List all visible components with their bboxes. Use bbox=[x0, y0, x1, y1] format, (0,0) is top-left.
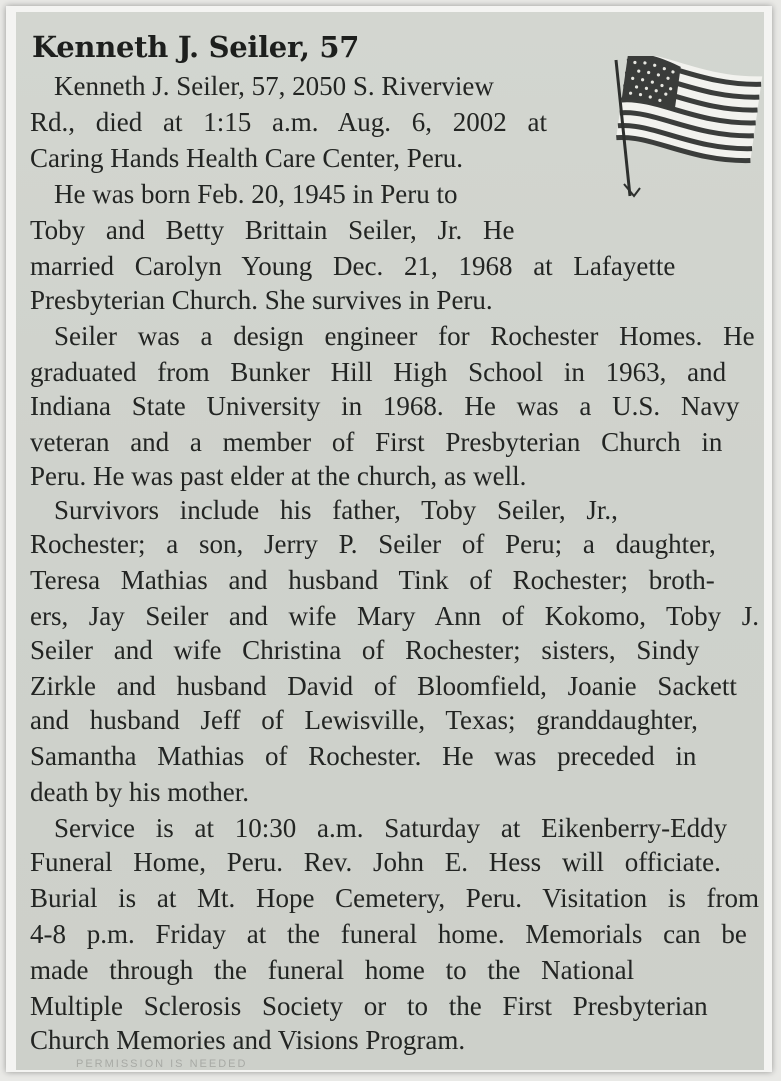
newspaper-clipping bbox=[16, 12, 764, 1070]
obituary-line: made through the funeral home to the National bbox=[30, 955, 635, 985]
obituary-line: graduated from Bunker Hill High School in 1963, and bbox=[30, 357, 727, 387]
obituary-line: He was born Feb. 20, 1945 in Peru to bbox=[54, 179, 458, 209]
watermark: PERMISSION IS NEEDED bbox=[76, 1058, 248, 1070]
obituary-line: 4-8 p.m. Friday at the funeral home. Memorials can be bbox=[30, 919, 747, 949]
obituary-line: Burial is at Mt. Hope Cemetery, Peru. Visitation is from bbox=[30, 883, 759, 913]
obituary-line: married Carolyn Young Dec. 21, 1968 at Lafayette bbox=[30, 251, 676, 281]
obituary-line: Zirkle and husband David of Bloomfield, Joanie Sackett bbox=[30, 671, 737, 701]
obituary-line: Seiler and wife Christina of Rochester; sisters, Sindy bbox=[30, 635, 700, 665]
obituary-line: Teresa Mathias and husband Tink of Rochester; broth- bbox=[30, 565, 715, 595]
obituary-title: Kenneth J. Seiler, 57 bbox=[32, 30, 360, 64]
obituary-line: Samantha Mathias of Rochester. He was preceded in bbox=[30, 741, 697, 771]
obituary-line: Peru. He was past elder at the church, as well. bbox=[30, 461, 527, 491]
obituary-line: Survivors include his father, Toby Seiler, Jr., bbox=[54, 495, 618, 525]
obituary-line: Seiler was a design engineer for Rochester Homes. He bbox=[54, 321, 755, 351]
obituary-line: Funeral Home, Peru. Rev. John E. Hess will officiate. bbox=[30, 847, 721, 877]
obituary-line: Rd., died at 1:15 a.m. Aug. 6, 2002 at bbox=[30, 107, 547, 137]
obituary-line: Church Memories and Visions Program. bbox=[30, 1025, 466, 1055]
obituary-line: veteran and a member of First Presbyterian Church in bbox=[30, 427, 723, 457]
obituary-line: Caring Hands Health Care Center, Peru. bbox=[30, 143, 464, 173]
obituary-line: Presbyterian Church. She survives in Peru. bbox=[30, 285, 493, 315]
obituary-line: Indiana State University in 1968. He was a U.S. Navy bbox=[30, 391, 740, 421]
obituary-line: Multiple Sclerosis Society or to the First Presbyterian bbox=[30, 991, 708, 1021]
obituary-line: Service is at 10:30 a.m. Saturday at Eikenberry-Eddy bbox=[54, 813, 728, 843]
american-flag-icon bbox=[604, 56, 764, 204]
obituary-line: ers, Jay Seiler and wife Mary Ann of Kokomo, Toby J. bbox=[30, 601, 759, 631]
obituary-line: and husband Jeff of Lewisville, Texas; granddaughter, bbox=[30, 705, 698, 735]
photo-frame bbox=[6, 6, 772, 1072]
obituary-line: Toby and Betty Brittain Seiler, Jr. He bbox=[30, 215, 515, 245]
obituary-line: Rochester; a son, Jerry P. Seiler of Peru; a daughter, bbox=[30, 529, 716, 559]
obituary-line: Kenneth J. Seiler, 57, 2050 S. Riverview bbox=[54, 71, 494, 101]
obituary-line: death by his mother. bbox=[30, 777, 249, 807]
